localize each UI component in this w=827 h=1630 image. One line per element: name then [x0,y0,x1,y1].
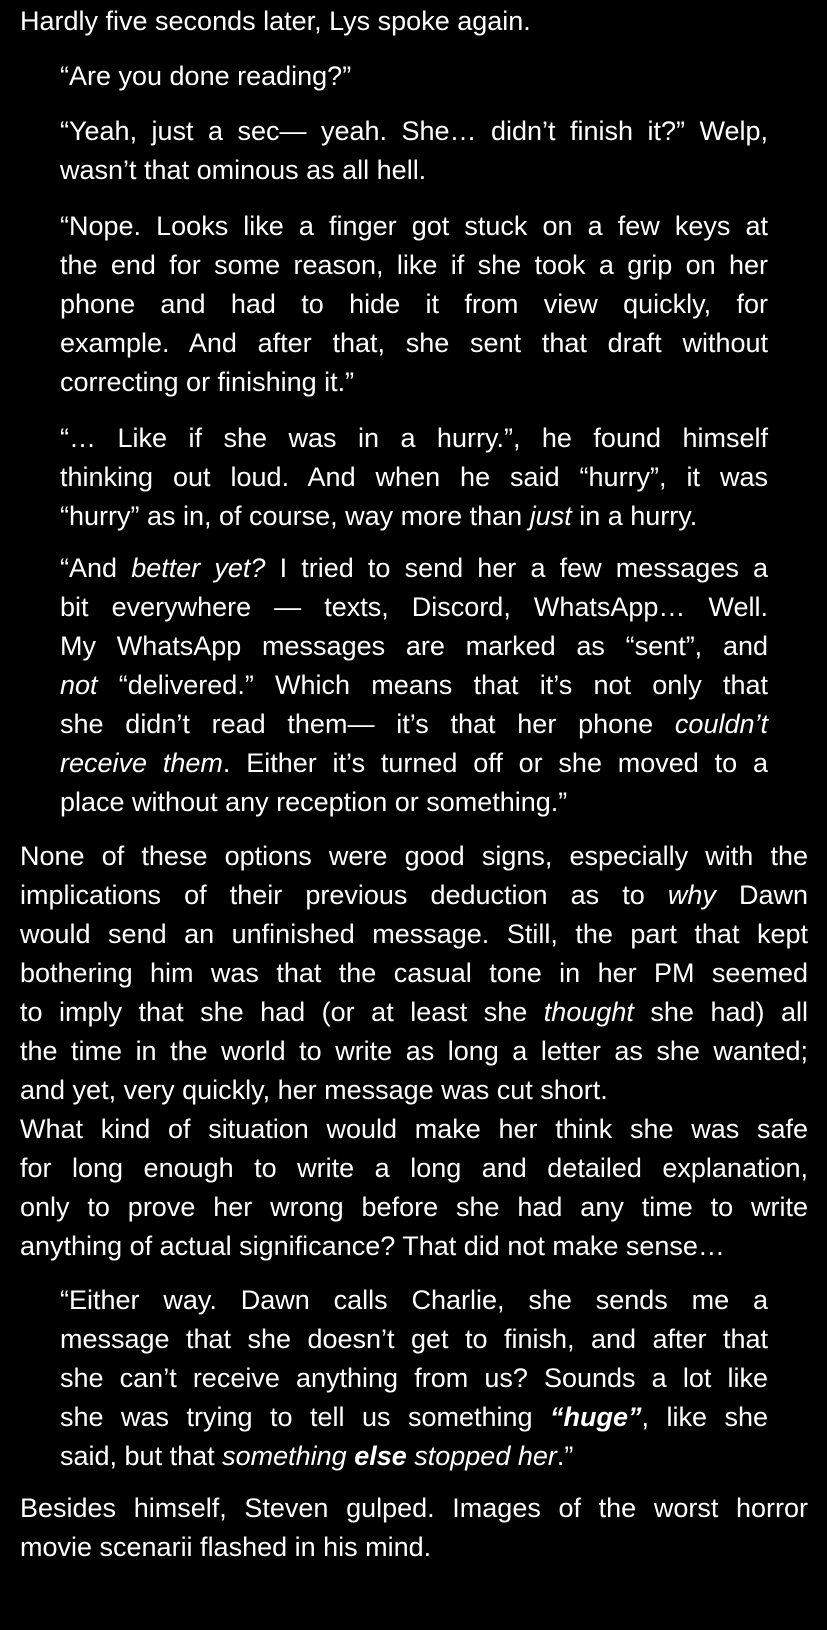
emphasis-text: couldn’t [674,709,768,739]
text-line [20,875,808,915]
text-segment: she didn’t read them— it’s that her phone [60,709,675,739]
emphasis-text: else [354,1441,407,1471]
text-segment: implications of their previous deduction as to [20,880,668,910]
emphasis-text: stopped her [406,1441,557,1471]
text-line [20,914,808,954]
text-segment: she can’t receive anything from us? Sounds a lot like [60,1363,768,1393]
text-line [60,1280,768,1320]
text-segment: phone and had to hide it from view quickly, for [60,289,768,319]
text-segment: “Either way. Dawn calls Charlie, she sends me a [60,1285,768,1315]
text-line [60,665,768,705]
emphasis-text: just [529,501,572,531]
text-segment: .” [556,1441,574,1471]
text-line [60,626,768,666]
text-line [60,418,768,458]
text-segment: and yet, very quickly, her message was cut short. [20,1075,608,1105]
text-line [60,496,768,536]
text-line [60,457,768,497]
text-line [60,1436,768,1476]
text-segment: “hurry” as in, of course, way more than [60,501,530,531]
emphasis-text: “huge” [550,1402,642,1432]
emphasis-text: not [60,670,98,700]
text-segment: anything of actual significance? That did not make sense… [20,1231,725,1261]
text-segment: “delivered.” Which means that it’s not only that [97,670,768,700]
text-segment: would send an unfinished message. Still, the part that kept [20,919,808,949]
text-line [20,1527,808,1567]
text-segment: the time in the world to write as long a letter as she wanted; [20,1036,808,1066]
text-line [60,1397,768,1437]
text-segment: in a hurry. [571,501,698,531]
text-line [60,150,768,190]
text-segment: she had) all [633,997,808,1027]
text-segment: bit everywhere — texts, Discord, WhatsApp… Well. [60,592,768,622]
text-line [60,743,768,783]
text-segment: message that she doesn’t get to finish, and after that [60,1324,768,1354]
text-segment: she was trying to tell us something [60,1402,550,1432]
text-segment: Dawn [715,880,809,910]
text-line [60,782,768,822]
text-line [20,1109,808,1149]
text-segment: . Either it’s turned off or she moved to a [222,748,768,778]
text-line [20,836,808,876]
text-line [60,587,768,627]
emphasis-text: better yet? [131,553,266,583]
text-line [20,1070,808,1110]
text-segment: Besides himself, Steven gulped. Images of the worst horror [20,1493,808,1523]
text-segment: bothering him was that the casual tone in her PM seemed [20,958,808,988]
emphasis-text: thought [543,997,634,1027]
text-line [20,1031,808,1071]
text-segment: movie scenarii flashed in his mind. [20,1532,432,1562]
text-segment: “And [60,553,132,583]
text-line [60,1319,768,1359]
text-line [20,1187,808,1227]
text-segment: example. And after that, she sent that draft without [60,328,768,358]
text-line [60,548,768,588]
text-segment: for long enough to write a long and detailed explanation, [20,1153,808,1183]
text-line [60,362,768,402]
text-line [60,704,768,744]
text-line [20,1226,808,1266]
text-segment: “… Like if she was in a hurry.”, he found himself [60,423,768,453]
text-line [60,284,768,324]
text-line [20,992,808,1032]
text-line [20,953,808,993]
text-segment: “Are you done reading?” [60,61,352,91]
text-segment: None of these options were good signs, especially with the [20,841,808,871]
text-segment: I tried to send her a few messages a [265,553,768,583]
text-line [20,1148,808,1188]
text-segment: only to prove her wrong before she had any time to write [20,1192,808,1222]
text-segment: “Nope. Looks like a finger got stuck on a few keys at [60,211,768,241]
text-line [60,1358,768,1398]
text-segment: the end for some reason, like if she took a grip on her [60,250,768,280]
emphasis-text: receive them [60,748,223,778]
text-line [60,111,768,151]
emphasis-text: why [667,880,716,910]
text-segment: place without any reception or something.” [60,787,568,817]
text-line [20,1488,808,1528]
text-line [60,56,768,96]
text-segment: , like she [641,1402,768,1432]
text-segment: What kind of situation would make her think she was safe [20,1114,808,1144]
text-segment: to imply that she had (or at least she [20,997,544,1027]
text-line [60,245,768,285]
text-line [20,1,808,41]
text-segment: Hardly five seconds later, Lys spoke again. [20,6,531,36]
text-line [60,206,768,246]
text-segment: wasn’t that ominous as all hell. [60,155,427,185]
text-line [60,323,768,363]
text-segment: said, but that [60,1441,223,1471]
text-segment: thinking out loud. And when he said “hurry”, it was [60,462,768,492]
emphasis-text: something [222,1441,355,1471]
text-segment: My WhatsApp messages are marked as “sent”, and [60,631,768,661]
text-segment: correcting or finishing it.” [60,367,355,397]
text-segment: “Yeah, just a sec— yeah. She… didn’t finish it?” Welp, [60,116,768,146]
